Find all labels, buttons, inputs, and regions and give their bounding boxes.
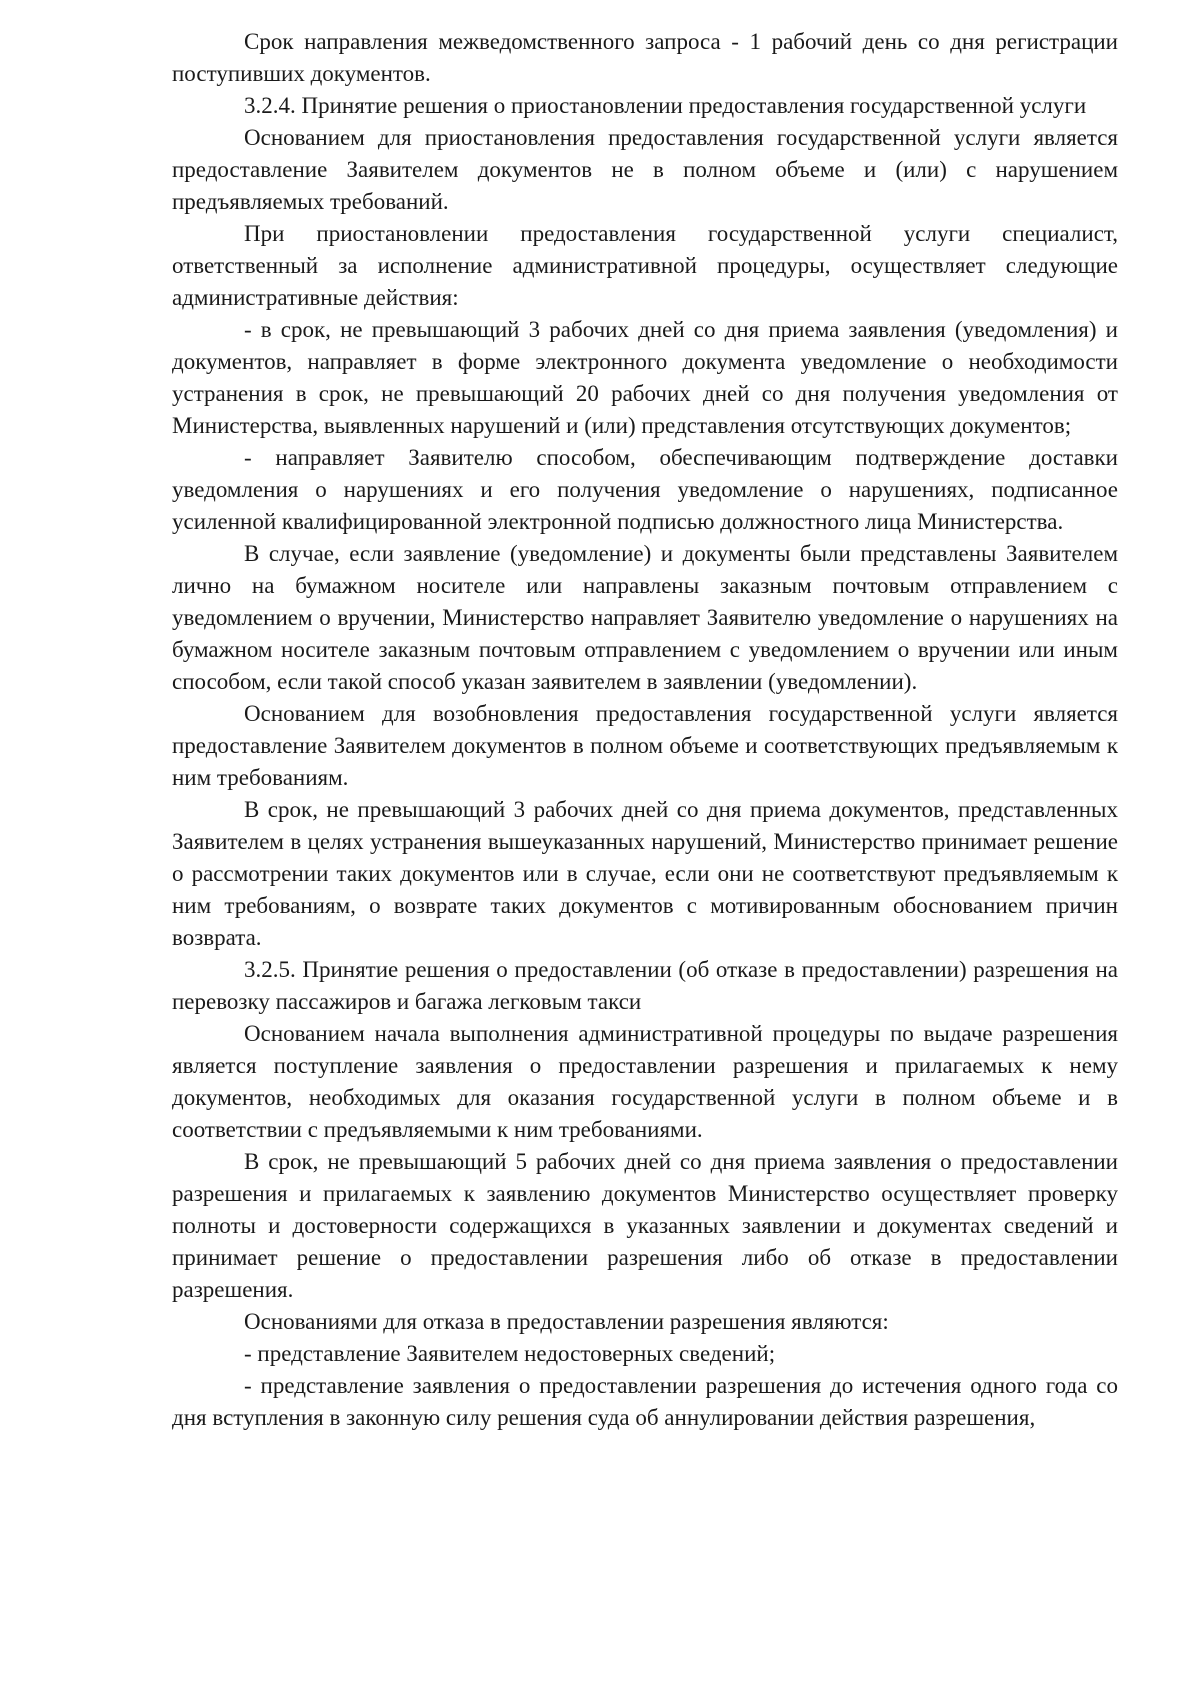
paragraph-refusal-grounds-intro: Основаниями для отказа в предоставлении разрешения являются: — [244, 1309, 889, 1334]
list-item-notification-delivery: - направляет Заявителю способом, обеспечивающим подтверждение доставки уведомления о нарушениях и его получения уведомление о нарушениях, подписанное усиленной квалифицированной электронной подписью должностного лица Министерства. — [172, 445, 1118, 534]
paragraph-resumption-grounds: Основанием для возобновления предоставления государственной услуги является предоставление Заявителем документов в полном объеме и соответствующих предъявляемым к ним требованиям. — [172, 701, 1118, 790]
list-item-early-resubmission: - представление заявления о предоставлении разрешения до истечения одного года со дня вступления в законную силу решения суда об аннулировании действия разрешения, — [172, 1373, 1118, 1430]
section-heading-3-2-5: 3.2.5. Принятие решения о предоставлении (об отказе в предоставлении) разрешения на перевозку пассажиров и багажа легковым такси — [172, 957, 1118, 1014]
paragraph-suspension-grounds: Основанием для приостановления предоставления государственной услуги является предоставление Заявителем документов не в полном объеме и (или) с нарушением предъявляемых требований. — [172, 125, 1118, 214]
paragraph-suspension-actions: При приостановлении предоставления государственной услуги специалист, ответственный за исполнение административной процедуры, осуществляет следующие административные действия: — [172, 221, 1118, 310]
paragraph-paper-submission: В случае, если заявление (уведомление) и документы были представлены Заявителем лично на бумажном носителе или направлены заказным почтовым отправлением с уведомлением о вручении, Министерство направляет Заявителю уведомление о нарушениях на бумажном носителе заказным почтовым отправлением с уведомлением о вручении или иным способом, если такой способ указан заявителем в заявлении (уведомлении). — [172, 541, 1118, 694]
list-item-notification-deadline: - в срок, не превышающий 3 рабочих дней со дня приема заявления (уведомления) и документов, направляет в форме электронного документа уведомление о необходимости устранения в срок, не превышающий 20 рабочих дней со дня получения уведомления от Министерства, выявленных нарушений и (или) представления отсутствующих документов; — [172, 317, 1118, 438]
list-item-false-information: - представление Заявителем недостоверных сведений; — [244, 1341, 776, 1366]
document-page — [172, 26, 1118, 1434]
section-heading-3-2-4: 3.2.4. Принятие решения о приостановлении предоставления государственной услуги — [244, 93, 1087, 118]
paragraph-request-deadline: Срок направления межведомственного запроса - 1 рабочий день со дня регистрации поступивших документов. — [172, 29, 1118, 86]
paragraph-verification-deadline: В срок, не превышающий 5 рабочих дней со дня приема заявления о предоставлении разрешения и прилагаемых к заявлению документов Министерство осуществляет проверку полноты и достоверности содержащихся в указанных заявлении и документах сведений и принимает решение о предоставлении разрешения либо об отказе в предоставлении разрешения. — [172, 1149, 1118, 1302]
paragraph-resubmission-decision: В срок, не превышающий 3 рабочих дней со дня приема документов, представленных Заявителем в целях устранения вышеуказанных нарушений, Министерство принимает решение о рассмотрении таких документов или в случае, если они не соответствуют предъявляемым к ним требованиям, о возврате таких документов с мотивированным обоснованием причин возврата. — [172, 797, 1118, 950]
paragraph-procedure-start: Основанием начала выполнения административной процедуры по выдаче разрешения является поступление заявления о предоставлении разрешения и прилагаемых к нему документов, необходимых для оказания государственной услуги в полном объеме и в соответствии с предъявляемыми к ним требованиями. — [172, 1021, 1118, 1142]
